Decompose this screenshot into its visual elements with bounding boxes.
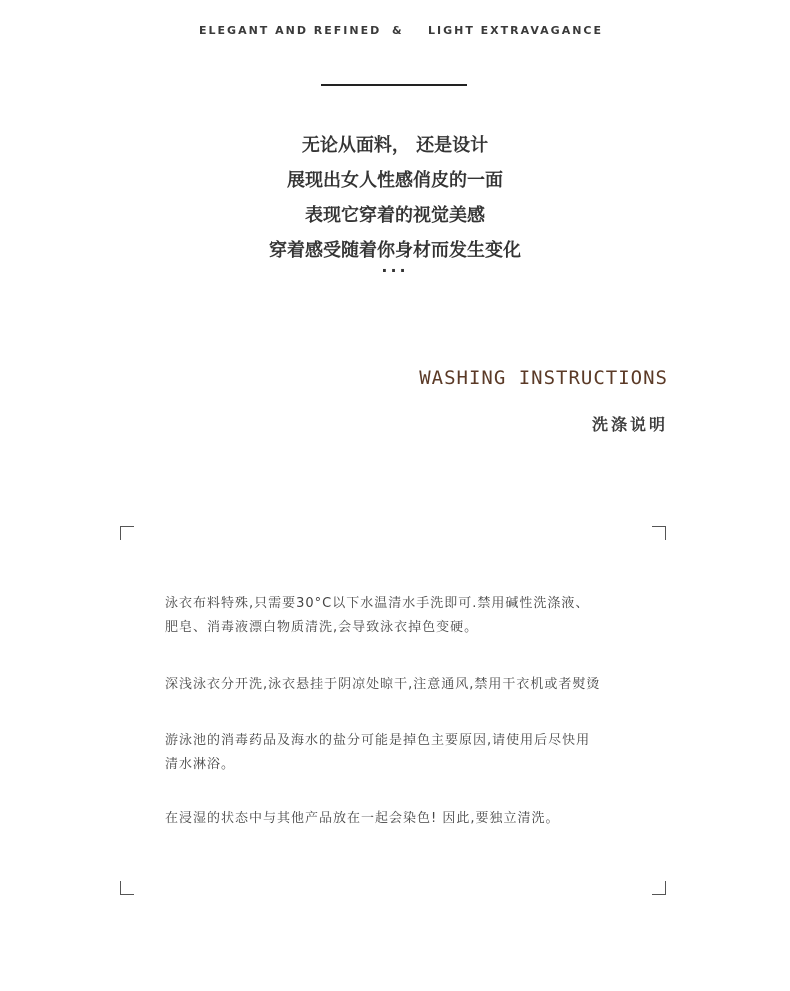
instruction-line: 在浸湿的状态中与其他产品放在一起会染色! 因此,要独立清洗。 [165,811,560,826]
instruction-line: 深浅泳衣分开洗,泳衣悬挂于阴凉处晾干,注意通风,禁用干衣机或者熨烫 [165,677,601,692]
instruction-line: 清水淋浴。 [165,757,236,772]
tagline [0,24,790,40]
washing-title: WASHING INSTRUCTIONS [419,367,668,389]
intro-line: 无论从面料， 还是设计 [301,135,489,156]
intro-line: 穿着感受随着你身材而发生变化 [269,240,521,261]
instruction-line: 游泳池的消毒药品及海水的盐分可能是掉色主要原因,请使用后尽快用 [165,733,591,748]
instruction-line: 肥皂、消毒液漂白物质清洗,会导致泳衣掉色变硬。 [165,620,479,635]
instruction-paragraph [165,673,635,697]
frame-corner-top-right [652,526,666,540]
washing-subtitle: 洗涤说明 [591,415,668,434]
intro-line: 展现出女人性感俏皮的一面 [287,170,503,191]
tagline-ampersand: & [392,24,404,37]
frame-corner-bottom-left [120,881,134,895]
intro-ellipsis: ··· [381,261,409,280]
frame-corner-top-left [120,526,134,540]
intro-line: 表现它穿着的视觉美感 [305,205,485,226]
tagline-right: LIGHT EXTRAVAGANCE [428,24,604,37]
tagline-left: ELEGANT AND REFINED [199,24,382,37]
instruction-paragraph [165,729,635,777]
instruction-paragraph [165,807,635,831]
instruction-line: 泳衣布料特殊,只需要30°C以下水温清水手洗即可.禁用碱性洗涤液、 [165,596,590,611]
instruction-paragraph [165,592,635,640]
frame-corner-bottom-right [652,881,666,895]
intro-text [0,128,790,280]
header-divider [321,84,467,86]
